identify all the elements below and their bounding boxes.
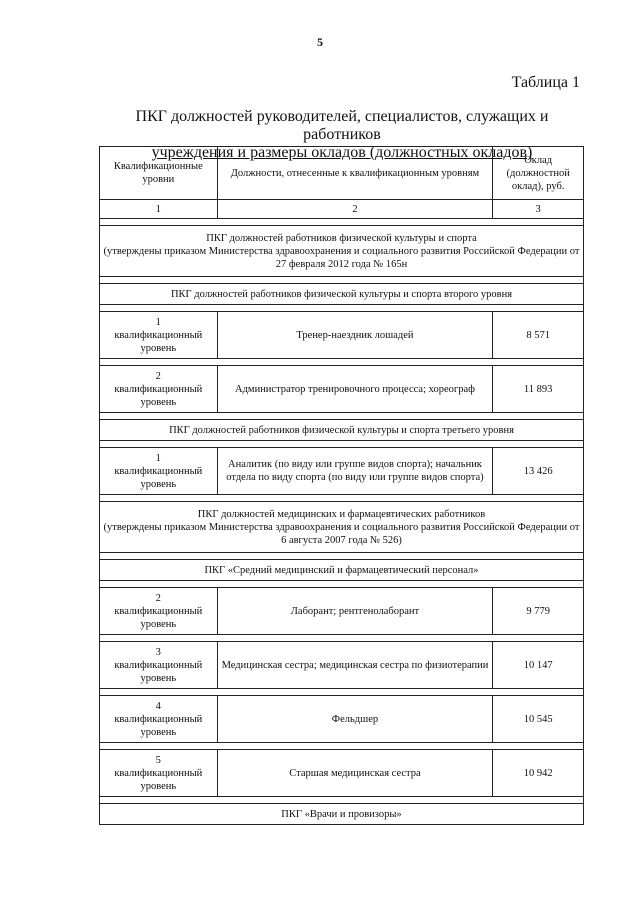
qualification-level <box>100 366 218 413</box>
salary-cell: 10 942 <box>493 750 584 797</box>
approved-group-note: (утверждены приказом Министерства здравоохранения и социального развития Российской Федерации от 6 августа 2007 года № 526) <box>103 521 580 546</box>
position-cell: Фельдшер <box>217 696 493 743</box>
level-word: квалификационный <box>114 329 203 341</box>
qualification-level <box>100 448 218 495</box>
salary-cell: 10 147 <box>493 642 584 689</box>
column-number: 3 <box>493 200 584 219</box>
position-cell: Тренер-наездник лошадей <box>217 312 493 359</box>
level-number: 5 <box>155 754 161 766</box>
level-number: 4 <box>155 700 161 712</box>
level-number: 2 <box>155 370 161 382</box>
position-cell: Администратор тренировочного процесса; хореограф <box>217 366 493 413</box>
approved-group-row <box>100 226 584 277</box>
salary-cell: 10 545 <box>493 696 584 743</box>
level-word: квалификационный <box>114 659 203 671</box>
approved-group-title: ПКГ должностей медицинских и фармацевтических работников <box>197 508 486 520</box>
level-suffix: уровень <box>140 396 177 408</box>
group-row <box>100 804 584 825</box>
group-row <box>100 420 584 441</box>
position-cell: Медицинская сестра; медицинская сестра по физиотерапии <box>217 642 493 689</box>
qualification-level <box>100 696 218 743</box>
group-row <box>100 560 584 581</box>
table-row <box>100 696 584 743</box>
row-separator <box>100 797 584 804</box>
table-row <box>100 642 584 689</box>
level-number: 1 <box>155 452 161 464</box>
salary-cell: 13 426 <box>493 448 584 495</box>
level-suffix: уровень <box>140 672 177 684</box>
header-row <box>100 147 584 200</box>
position-cell: Лаборант; рентгенолаборант <box>217 588 493 635</box>
column-number: 2 <box>217 200 493 219</box>
title-line-1: ПКГ должностей руководителей, специалистов, служащих и работников <box>135 108 549 143</box>
qualification-level <box>100 588 218 635</box>
level-suffix: уровень <box>140 726 177 738</box>
table-row <box>100 448 584 495</box>
row-separator <box>100 277 584 284</box>
table-row <box>100 312 584 359</box>
qualification-level <box>100 750 218 797</box>
row-separator <box>100 689 584 696</box>
level-suffix: уровень <box>140 780 177 792</box>
column-number: 1 <box>100 200 218 219</box>
qualification-level <box>100 312 218 359</box>
qualification-level <box>100 642 218 689</box>
level-number: 1 <box>155 316 161 328</box>
salary-cell: 9 779 <box>493 588 584 635</box>
row-separator <box>100 305 584 312</box>
group-title: ПКГ должностей работников физической культуры и спорта третьего уровня <box>100 420 584 441</box>
header-positions: Должности, отнесенные к квалификационным уровням <box>217 147 493 200</box>
page-number: 5 <box>317 35 323 49</box>
level-suffix: уровень <box>140 342 177 354</box>
level-word: квалификационный <box>114 465 203 477</box>
level-word: квалификационный <box>114 713 203 725</box>
level-number: 3 <box>155 646 161 658</box>
row-separator <box>100 495 584 502</box>
header-qualification-levels: Квалификационные уровни <box>100 147 218 200</box>
approved-group-cell <box>100 502 584 553</box>
row-separator <box>100 553 584 560</box>
approved-group-row <box>100 502 584 553</box>
group-row <box>100 284 584 305</box>
table-row <box>100 366 584 413</box>
salary-table <box>99 146 584 825</box>
column-numbers-row <box>100 200 584 219</box>
level-number: 2 <box>155 592 161 604</box>
row-separator <box>100 743 584 750</box>
table-row <box>100 750 584 797</box>
table-row <box>100 588 584 635</box>
level-word: квалификационный <box>114 383 203 395</box>
row-separator <box>100 441 584 448</box>
salary-cell: 8 571 <box>493 312 584 359</box>
approved-group-note: (утверждены приказом Министерства здравоохранения и социального развития Российской Федерации от 27 февраля 2012 года № 165н <box>103 245 580 270</box>
group-title: ПКГ «Врачи и провизоры» <box>100 804 584 825</box>
row-separator <box>100 413 584 420</box>
level-suffix: уровень <box>140 478 177 490</box>
level-word: квалификационный <box>114 767 203 779</box>
table-label: Таблица 1 <box>511 74 580 91</box>
header-salary: Оклад (должностной оклад), руб. <box>493 147 584 200</box>
row-separator <box>100 219 584 226</box>
title-line-2: учреждения и размеры окладов (должностных окладов) <box>151 144 533 161</box>
position-cell: Старшая медицинская сестра <box>217 750 493 797</box>
position-cell: Аналитик (по виду или группе видов спорта); начальник отдела по виду спорта (по виду или группе видов спорта) <box>217 448 493 495</box>
row-separator <box>100 359 584 366</box>
level-word: квалификационный <box>114 605 203 617</box>
group-title: ПКГ «Средний медицинский и фармацевтический персонал» <box>100 560 584 581</box>
row-separator <box>100 635 584 642</box>
row-separator <box>100 581 584 588</box>
group-title: ПКГ должностей работников физической культуры и спорта второго уровня <box>100 284 584 305</box>
approved-group-title: ПКГ должностей работников физической культуры и спорта <box>206 232 477 244</box>
salary-cell: 11 893 <box>493 366 584 413</box>
approved-group-cell <box>100 226 584 277</box>
level-suffix: уровень <box>140 618 177 630</box>
